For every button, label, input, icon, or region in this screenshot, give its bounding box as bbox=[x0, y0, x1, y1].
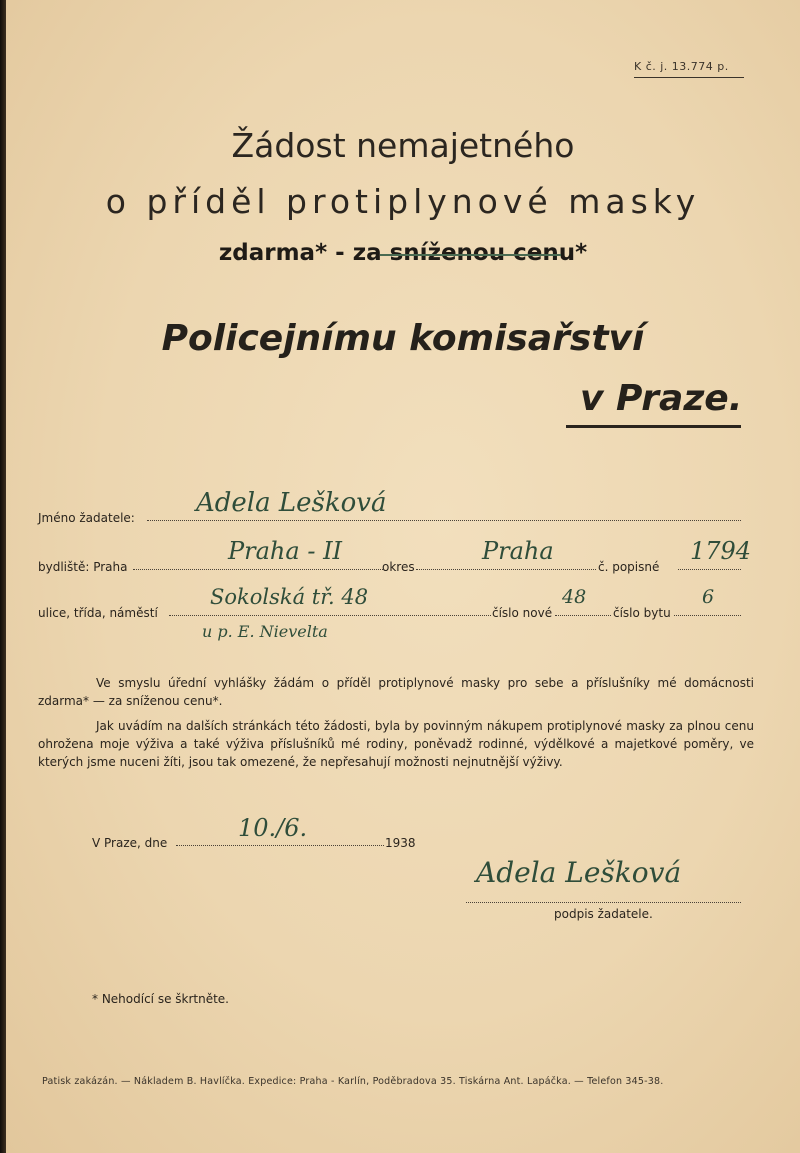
district-value: Praha bbox=[482, 537, 554, 565]
option-reduced-suffix: u* bbox=[558, 240, 588, 266]
title-line-1: Žádost nemajetného bbox=[231, 126, 575, 165]
option-separator: - bbox=[335, 240, 345, 266]
street-value: Sokolská tř. 48 bbox=[210, 585, 369, 609]
house-number-label: č. popisné bbox=[598, 560, 660, 574]
address-note: u p. E. Nievelta bbox=[202, 622, 328, 641]
applicant-name-label: Jméno žadatele: bbox=[38, 511, 135, 525]
place-date-label: V Praze, dne bbox=[92, 836, 168, 850]
new-number-label: číslo nové bbox=[492, 606, 553, 620]
printer-imprint: Patisk zakázán. — Nákladem B. Havlíčka. Expedice: Praha - Karlín, Poděbradova 35. Tiskárna Ant. Lapáčka. — Telefon 345-38. bbox=[42, 1076, 664, 1087]
new-number-value: 48 bbox=[562, 586, 587, 608]
option-reduced-struck: sníženou cen bbox=[381, 240, 559, 266]
residence-label: bydliště: Praha bbox=[38, 560, 128, 574]
reference-underline bbox=[634, 77, 744, 78]
price-option-line bbox=[6, 240, 800, 266]
flat-number-value: 6 bbox=[702, 586, 715, 608]
option-free: zdarma* bbox=[218, 240, 328, 266]
house-number-value: 1794 bbox=[690, 537, 752, 565]
flat-number-label: číslo bytu bbox=[613, 606, 671, 620]
residence-value: Praha - II bbox=[228, 537, 343, 565]
street-label: ulice, třída, náměstí bbox=[38, 606, 158, 620]
addressee-underline bbox=[566, 425, 741, 428]
option-reduced-prefix: za bbox=[352, 240, 382, 266]
date-value: 10./6. bbox=[238, 814, 308, 842]
signature-caption: podpis žadatele. bbox=[554, 907, 653, 921]
paragraph-justification: Jak uvádím na dalších stránkách této žádosti, byla by povinným nákupem protiplynové masky za plnou cenu ohrožena moje výživa a také výživa příslušníků mé rodiny, poněvadž rodinné, výdělkové a majetkové poměry, ve kterých jsme nuceni žíti, jsou tak omezené, že nepřesahují možnosti nejnutnější výživy. bbox=[38, 719, 754, 769]
year-text: 1938 bbox=[385, 836, 416, 850]
applicant-name-value: Adela Lešková bbox=[196, 488, 387, 518]
addressee-line-1: Policejnímu komisařství bbox=[161, 318, 645, 359]
title-line-2: o příděl protiplynové masky bbox=[105, 182, 701, 221]
district-label: okres bbox=[382, 560, 415, 574]
document-page bbox=[6, 0, 800, 1153]
addressee-line-2: v Praze. bbox=[580, 378, 743, 419]
signature-field[interactable] bbox=[466, 890, 741, 903]
footnote: * Nehodící se škrtněte. bbox=[92, 992, 229, 1006]
applicant-signature: Adela Lešková bbox=[476, 856, 682, 889]
reference-number: K č. j. 13.774 p. bbox=[634, 60, 729, 73]
paragraph-request: Ve smyslu úřední vyhlášky žádám o příděl protiplynové masky pro sebe a příslušníky mé domácnosti zdarma* — za sníženou cenu*. bbox=[38, 676, 754, 708]
